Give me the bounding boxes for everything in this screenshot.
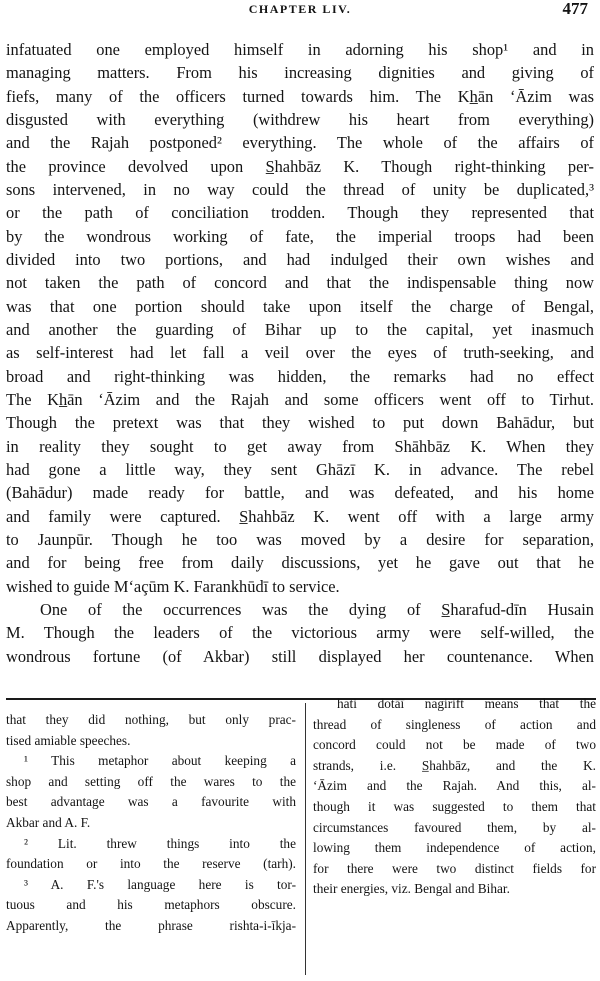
footnote-line: foundation or into the reserve (tarh). [6, 856, 296, 872]
footnotes-left-column [6, 710, 296, 937]
text-line: and family were captured. S̲hahbāz K. went off with a large army [6, 506, 594, 526]
text-line: or the path of conciliation trodden. Though they represented that [6, 203, 594, 223]
text-line: wondrous fortune (of Akbar) still displayed her countenance. When [6, 646, 594, 666]
text-line: Though the pretext was that they wished to put down Bahādur, but [6, 413, 594, 433]
text-line: in reality they sought to get away from Shāhbāz K. When they [6, 436, 594, 456]
text-line: M. Though the leaders of the victorious army were self-willed, the [6, 623, 594, 643]
text-line: fiefs, many of the officers turned towards him. The Kh̲ān ‘Āzim was [6, 86, 594, 106]
footnote-line: Akbar and A. F. [6, 814, 91, 830]
text-line: the province devolved upon S̲hahbāz K. Though right-thinking per- [6, 156, 594, 176]
footnote-line: thread of singleness of action and [313, 716, 596, 732]
footnote-line: tised amiable speeches. [6, 732, 131, 748]
page-number: 477 [562, 0, 588, 18]
text-line: broad and right-thinking was hidden, the remarks had no effect [6, 366, 594, 386]
footnote-line: Apparently, the phrase rishta-i-īkja- [6, 917, 296, 933]
text-line: infatuated one employed himself in adorning his shop¹ and in [6, 40, 594, 59]
footnote-line: tuous and his metaphors obscure. [6, 897, 296, 913]
footnote-line: ² Lit. threw things into the [24, 835, 296, 851]
footnote-line: their energies, viz. Bengal and Bihar. [313, 881, 510, 897]
text-line: sons intervened, in no way could the thread of unity be duplicated,³ [6, 179, 594, 199]
text-line: (Bahādur) made ready for battle, and was defeated, and his home [6, 483, 594, 503]
text-line: The Kh̲ān ‘Āzim and the Rajah and some officers went off to Tirhut. [6, 389, 594, 409]
footnote-column-divider [305, 703, 306, 975]
text-line: as self-interest had let fall a veil over the eyes of truth-seeking, and [6, 343, 594, 363]
footnote-line: shop and setting off the wares to the [6, 773, 296, 789]
text-line: wished to guide M‘açūm K. Farankhūdī to service. [6, 576, 340, 596]
running-header [0, 0, 600, 26]
text-line: was that one portion should take upon itself the charge of Bengal, [6, 296, 594, 316]
footnote-line: circumstances favoured them, by al- [313, 819, 596, 835]
footnote-line: ³ A. F.'s language here is tor- [24, 876, 296, 892]
text-line: managing matters. From his increasing dignities and giving of [6, 63, 594, 83]
footnote-line: strands, i.e. S̲hahbāz, and the K. [313, 757, 596, 773]
text-line: not taken the path of concord and that the indispensable thing now [6, 273, 594, 293]
main-text-body [6, 38, 594, 668]
text-line: and for being free from daily discussions, yet he gave out that he [6, 553, 594, 573]
footnote-line: ‘Āzim and the Rajah. And this, al- [313, 778, 596, 794]
text-line: to Jaunpūr. Though he too was moved by a desire for separation, [6, 529, 594, 549]
footnotes-right-column [313, 694, 596, 900]
text-line: and another the guarding of Bihar up to the capital, yet inasmuch [6, 319, 594, 339]
footnote-line: ¹ This metaphor about keeping a [24, 753, 296, 769]
text-line: divided into two portions, and had indulged their own wishes and [6, 249, 594, 269]
text-line: had gone a little way, they sent Ghāzī K. in advance. The rebel [6, 459, 594, 479]
footnote-line: for there were two distinct fields for [313, 860, 596, 876]
text-line: disgusted with everything (withdrew his heart from everything) [6, 109, 594, 129]
chapter-title: CHAPTER LIV. [248, 2, 352, 16]
footnote-line: concord could not be made of two [313, 737, 596, 753]
text-line: and the Rajah postponed² everything. The whole of the affairs of [6, 133, 594, 153]
footnote-line: that they did nothing, but only prac- [6, 712, 296, 727]
footnote-line: best advantage was a favourite with [6, 794, 296, 810]
footnote-line: hati dotāī nagirift means that the [337, 696, 596, 711]
footnote-line: though it was suggested to them that [313, 798, 596, 814]
footnote-line: lowing them independence of action, [313, 840, 596, 856]
text-line: by the wondrous working of fate, the imperial troops had been [6, 226, 594, 246]
text-line: One of the occurrences was the dying of S̲harafud-dīn Husain [40, 599, 594, 619]
